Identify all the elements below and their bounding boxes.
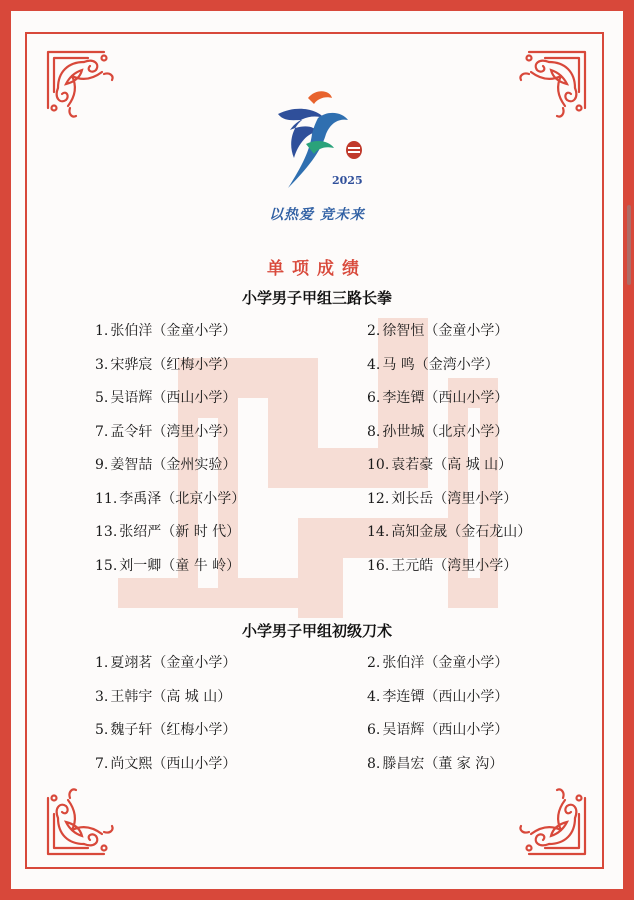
result-entry: 7. 尚文熙（西山小学）	[95, 755, 237, 772]
result-entry: 15. 刘一卿（童 牛 岭）	[95, 557, 241, 574]
result-row	[95, 521, 575, 555]
slogan: 以热爱 竞未来	[269, 207, 365, 223]
result-entry: 5. 魏子轩（红梅小学）	[95, 722, 237, 738]
corner-ornament-top-right-icon	[509, 48, 589, 128]
result-entry: 3. 王韩宇（高 城 山）	[95, 688, 232, 705]
result-entry: 2. 徐智恒（金童小学）	[367, 323, 509, 339]
result-entry: 12. 刘长岳（湾里小学）	[367, 490, 518, 507]
result-entry: 2. 张伯洋（金童小学）	[367, 655, 509, 671]
result-entry: 9. 姜智喆（金州实验）	[95, 457, 237, 473]
result-entry: 8. 滕昌宏（董 家 沟）	[367, 755, 504, 772]
result-row	[95, 555, 575, 589]
result-row	[95, 652, 575, 686]
result-entry: 14. 高知金晟（金石龙山）	[367, 524, 532, 540]
corner-ornament-bottom-left-icon	[44, 778, 124, 858]
result-row	[95, 488, 575, 522]
result-entry: 4. 马 鸣（金湾小学）	[367, 356, 499, 373]
result-entry: 1. 夏翊茗（金童小学）	[95, 655, 237, 671]
result-row	[95, 320, 575, 354]
scrollbar-thumb[interactable]	[627, 205, 631, 285]
event-title-1: 小学男子甲组三路长拳	[241, 289, 392, 307]
results-list-2	[95, 652, 575, 786]
result-entry: 7. 孟令轩（湾里小学）	[95, 423, 237, 440]
section-title: 单项成绩	[267, 259, 367, 279]
result-entry: 4. 李连镡（西山小学）	[367, 688, 509, 705]
result-entry: 16. 王元皓（湾里小学）	[367, 557, 518, 574]
result-row	[95, 421, 575, 455]
result-entry: 6. 吴语辉（西山小学）	[367, 722, 509, 738]
result-entry: 3. 宋骅宸（红梅小学）	[95, 356, 237, 373]
result-row	[95, 719, 575, 753]
event-logo-icon	[268, 84, 378, 194]
event-title-2: 小学男子甲组初级刀术	[241, 622, 392, 640]
result-entry: 1. 张伯洋（金童小学）	[95, 323, 237, 339]
result-row	[95, 354, 575, 388]
logo-year: 2025	[332, 174, 363, 187]
result-row	[95, 387, 575, 421]
result-entry: 5. 吴语辉（西山小学）	[95, 390, 237, 406]
result-row	[95, 753, 575, 787]
results-list-1	[95, 320, 575, 588]
corner-ornament-top-left-icon	[44, 48, 124, 128]
result-row	[95, 454, 575, 488]
result-entry: 8. 孙世城（北京小学）	[367, 423, 509, 440]
corner-ornament-bottom-right-icon	[509, 778, 589, 858]
result-row	[95, 686, 575, 720]
result-entry: 10. 袁若豪（高 城 山）	[367, 457, 513, 473]
result-entry: 11. 李禹泽（北京小学）	[95, 490, 246, 507]
result-entry: 13. 张绍严（新 时 代）	[95, 524, 241, 540]
result-entry: 6. 李连镡（西山小学）	[367, 390, 509, 406]
